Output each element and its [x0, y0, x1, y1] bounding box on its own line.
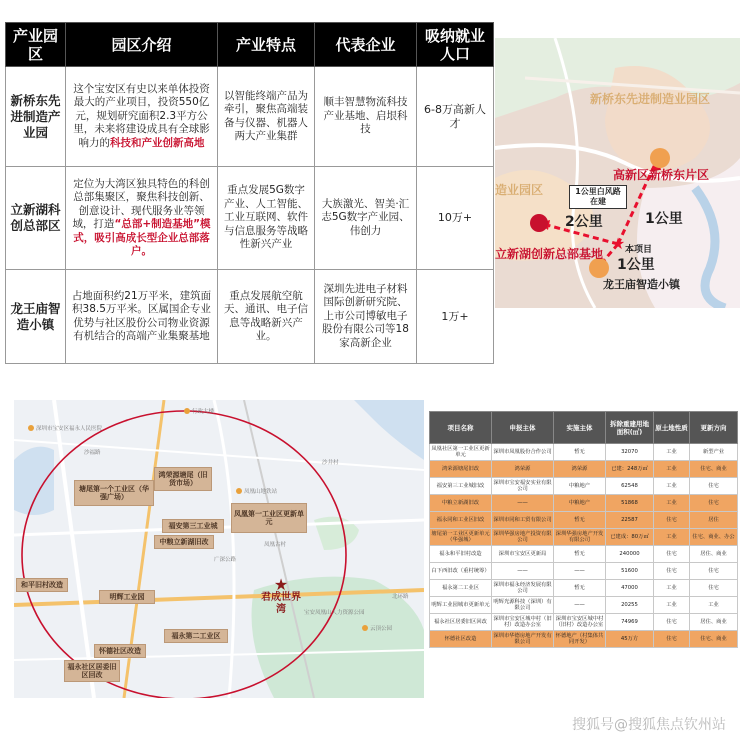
- poi-label: 凤凰山地铁站: [244, 489, 278, 495]
- cell-area: 51868: [606, 495, 654, 512]
- renewal-table-header: [430, 412, 738, 444]
- header-name: 项目名称: [430, 412, 492, 444]
- cell-area: 已建：248万㎡: [606, 461, 654, 478]
- cell-implementer: 鸿荣源: [554, 461, 606, 478]
- cell-area: 20255: [606, 597, 654, 614]
- cell-applicant: 深圳市华德房地产开发有限公司: [492, 631, 554, 648]
- cell-land: 工业: [654, 580, 690, 597]
- header-companies: 代表企业: [315, 23, 417, 67]
- cell-implementer: 暂无: [554, 444, 606, 461]
- cell-direction: 居住: [690, 512, 738, 529]
- cell-name: 福永社区居委旧区回改: [430, 614, 492, 631]
- map-label-lixinhu: 立新湖创新总部基地: [495, 247, 604, 261]
- renewal-block: 福永第二工业区: [164, 629, 228, 643]
- table-row: [430, 546, 738, 563]
- watermark: 搜狐号@搜狐焦点钦州站: [572, 717, 726, 733]
- cell-implementer: ——: [554, 597, 606, 614]
- table-row: [430, 631, 738, 648]
- poi-label: 云顶公园: [370, 626, 393, 632]
- cell-name: 福永同和工业区旧改: [430, 512, 492, 529]
- poi-marker: [362, 625, 368, 631]
- renewal-block: 福安第三工业城: [162, 519, 224, 533]
- renewal-map-background: [14, 400, 424, 698]
- map-label-1km-right: 1公里: [645, 211, 683, 227]
- cell-direction: 住宅、商业: [690, 461, 738, 478]
- cell-land: 工业: [654, 461, 690, 478]
- table-row: [6, 167, 494, 270]
- table-row: [430, 614, 738, 631]
- table-row: [430, 444, 738, 461]
- header-land: 原土地性质: [654, 412, 690, 444]
- map-label-xinqiao: 新桥东先进制造业园区: [590, 92, 711, 106]
- poi-label: 北环路: [392, 594, 409, 600]
- poi-label: 沙福路: [84, 450, 101, 456]
- cell-implementer: 深圳华强房地产开发有限公司: [554, 529, 606, 546]
- header-applicant: 申报主体: [492, 412, 554, 444]
- table-row: [430, 478, 738, 495]
- park-table: [5, 22, 494, 364]
- park-jobs: 10万+: [417, 167, 494, 270]
- project-star-icon: ★: [273, 575, 289, 594]
- cell-area: 已建成：80万㎡: [606, 529, 654, 546]
- cell-direction: 住宅: [690, 478, 738, 495]
- park-name: 立新湖科创总部区: [6, 167, 66, 270]
- park-companies: 深圳先进电子材料国际创新研究院、上市公司博敏电子股份有限公司等18家高新企业: [315, 270, 417, 364]
- cell-applicant: ——: [492, 495, 554, 512]
- cell-land: 工业: [654, 529, 690, 546]
- renewal-map: [14, 400, 424, 698]
- cell-direction: 居住、商业: [690, 614, 738, 631]
- cell-name: 怀德社区改造: [430, 631, 492, 648]
- cell-applicant: 深圳市凤凰股份合作公司: [492, 444, 554, 461]
- intro-highlight: “总部+制造基地”模式，吸引高成长型企业总部落户。: [73, 218, 211, 257]
- cell-direction: 新型产业: [690, 444, 738, 461]
- cell-area: 47000: [606, 580, 654, 597]
- cell-applicant: 明辉光源科技（深圳）有限公司: [492, 597, 554, 614]
- renewal-block: 塘尾第一个工业区（华强广场）: [74, 480, 154, 506]
- header-direction: 更新方向: [690, 412, 738, 444]
- cell-land: 工业: [654, 495, 690, 512]
- cell-area: 32070: [606, 444, 654, 461]
- poi-label: 广深公路: [214, 557, 237, 563]
- cell-name: 中粮立新湖旧改: [430, 495, 492, 512]
- cell-applicant: 深圳市同和工贸有限公司: [492, 512, 554, 529]
- header-area: 拆除重建用地面积(㎡): [606, 412, 654, 444]
- cell-applicant: 深圳市宝安福安实业有限公司: [492, 478, 554, 495]
- project-star-icon: ★: [610, 234, 626, 253]
- table-row: [6, 67, 494, 167]
- poi-label: 凤凰古村: [264, 542, 287, 548]
- intro-highlight: 科技和产业创新高地: [110, 136, 205, 149]
- cell-applicant: 深圳华强房地产投资有限公司: [492, 529, 554, 546]
- cell-implementer: 暂无: [554, 512, 606, 529]
- cell-name: 鸿荣源塘尾旧改: [430, 461, 492, 478]
- map-label-park-left: 造业园区: [495, 183, 544, 197]
- map-callout-road: 1公里白风路在建: [569, 185, 627, 209]
- cell-name: 明辉工业园城市更新单元: [430, 597, 492, 614]
- park-name: 新桥东先进制造产业园: [6, 67, 66, 167]
- renewal-block: 福永社区居委旧区回改: [64, 660, 120, 682]
- cell-implementer: 中粮地产: [554, 478, 606, 495]
- header-park: 产业园区: [6, 23, 66, 67]
- table-row: [430, 461, 738, 478]
- cell-direction: 住宅: [690, 495, 738, 512]
- poi-marker: [236, 488, 242, 494]
- renewal-block: 凤凰第一工业区更新单元: [231, 503, 307, 533]
- cell-area: 240000: [606, 546, 654, 563]
- cell-direction: 住宅: [690, 580, 738, 597]
- cell-name: 福永和平旧村改造: [430, 546, 492, 563]
- cell-applicant: 深圳市福永经济发展有限公司: [492, 580, 554, 597]
- table-row: [430, 495, 738, 512]
- header-intro: 园区介绍: [66, 23, 218, 67]
- cell-land: 工业: [654, 478, 690, 495]
- cell-area: 22587: [606, 512, 654, 529]
- park-intro: 占地面积约21万平米，建筑面积38.5万平米。区属国企专业优势与社区股份公司物业资源有机结合的高端产业集聚基地: [66, 270, 218, 364]
- cell-applicant: 深圳市宝安区城中村（旧村）改造办公室: [492, 614, 554, 631]
- park-table-header: [6, 23, 494, 67]
- cell-applicant: 深圳市宝安区更新局: [492, 546, 554, 563]
- cell-implementer: 暂无: [554, 546, 606, 563]
- header-features: 产业特点: [218, 23, 315, 67]
- poi-label: 沙井村: [322, 460, 339, 466]
- cell-area: 51600: [606, 563, 654, 580]
- park-jobs: 1万+: [417, 270, 494, 364]
- poi-label: 行政大楼: [192, 409, 215, 415]
- park-intro: 定位为大湾区独具特色的科创总部集聚区，聚焦科技创新、创意设计、现代服务业等领域，打造“总部+制造基地”模式，吸引高成长型企业总部落户。: [66, 167, 218, 270]
- cell-land: 住宅: [654, 614, 690, 631]
- park-features: 重点发展5G数字产业、人工智能、工业互联网、软件与信息服务等战略性新兴产业: [218, 167, 315, 270]
- cell-direction: 住宅、商业、办公: [690, 529, 738, 546]
- park-companies: 大族激光、智美·汇志5G数字产业园、伟创力: [315, 167, 417, 270]
- cell-land: 工业: [654, 597, 690, 614]
- park-features: 重点发展航空航天、通讯、电子信息等战略新兴产业。: [218, 270, 315, 364]
- renewal-project-table: [429, 411, 738, 648]
- header-implementer: 实施主体: [554, 412, 606, 444]
- cell-implementer: 深圳市宝安区城中村（旧村）改造办公室: [554, 614, 606, 631]
- park-jobs: 6-8万高新人才: [417, 67, 494, 167]
- cell-implementer: 中粮地产: [554, 495, 606, 512]
- cell-direction: 工业: [690, 597, 738, 614]
- table-row: [430, 512, 738, 529]
- cell-land: 住宅: [654, 563, 690, 580]
- cell-name: 凤凰社区第一工业区更新单元: [430, 444, 492, 461]
- cell-land: 住宅: [654, 631, 690, 648]
- park-name: 龙王庙智造小镇: [6, 270, 66, 364]
- xinqiao-east-marker: [650, 148, 670, 168]
- poi-label: 深圳市宝安区福永人民医院: [36, 426, 103, 432]
- renewal-block: 中粮立新湖旧改: [154, 535, 214, 549]
- cell-area: 62548: [606, 478, 654, 495]
- cell-land: 住宅: [654, 512, 690, 529]
- map-label-2km: 2公里: [565, 214, 603, 230]
- project-label: 君成世界湾: [261, 592, 301, 615]
- poi-marker: [184, 408, 190, 414]
- map-label-east: 高新区新桥东片区: [613, 168, 710, 182]
- renewal-block: 和平旧村改造: [16, 578, 68, 592]
- park-features: 以智能终端产品为牵引，聚焦高端装备与仪器、机器人两大产业集群: [218, 67, 315, 167]
- park-intro: 这个宝安区有史以来单体投资最大的产业项目，投资550亿元，规划研究面积2.3平方公里，未来将建设成具有全球影响力的科技和产业创新高地: [66, 67, 218, 167]
- poi-marker: [28, 425, 34, 431]
- poi-label: 宝安凤凰山人力资源公园: [304, 610, 365, 616]
- cell-name: 白下西旧改（重村统筹）: [430, 563, 492, 580]
- cell-direction: 住宅、商业: [690, 631, 738, 648]
- table-row: [430, 580, 738, 597]
- cell-implementer: 怀德地产（村集体共同开发）: [554, 631, 606, 648]
- cell-land: 住宅: [654, 546, 690, 563]
- map-label-longwang: 龙王庙智造小镇: [603, 278, 680, 291]
- park-companies: 顺丰智慧物流科技产业基地、启垠科技: [315, 67, 417, 167]
- cell-implementer: 暂无: [554, 580, 606, 597]
- renewal-block: 鸿荣源塘尾（旧货市场）: [154, 467, 212, 491]
- lixinhu-marker: [530, 214, 548, 232]
- map-label-project: 本项目: [625, 245, 653, 255]
- cell-area: 74969: [606, 614, 654, 631]
- table-row: [6, 270, 494, 364]
- map-label-1km-bottom: 1公里: [617, 257, 655, 273]
- cell-land: 工业: [654, 444, 690, 461]
- header-jobs: 吸纳就业人口: [417, 23, 494, 67]
- table-row: [430, 529, 738, 546]
- renewal-block: 明辉工业园: [99, 590, 155, 604]
- cell-area: 45万方: [606, 631, 654, 648]
- table-row: [430, 563, 738, 580]
- cell-name: 福永第二工业区: [430, 580, 492, 597]
- cell-applicant: ——: [492, 563, 554, 580]
- cell-name: 福安第三工业城旧改: [430, 478, 492, 495]
- cell-applicant: 鸿荣源: [492, 461, 554, 478]
- cell-name: 塘尾第一工业区更新单元（华强城）: [430, 529, 492, 546]
- table-row: [430, 597, 738, 614]
- cell-implementer: ——: [554, 563, 606, 580]
- location-map-top: [495, 38, 740, 308]
- renewal-block: 怀德社区改造: [94, 644, 146, 658]
- cell-direction: 居住、商业: [690, 546, 738, 563]
- cell-direction: 住宅: [690, 563, 738, 580]
